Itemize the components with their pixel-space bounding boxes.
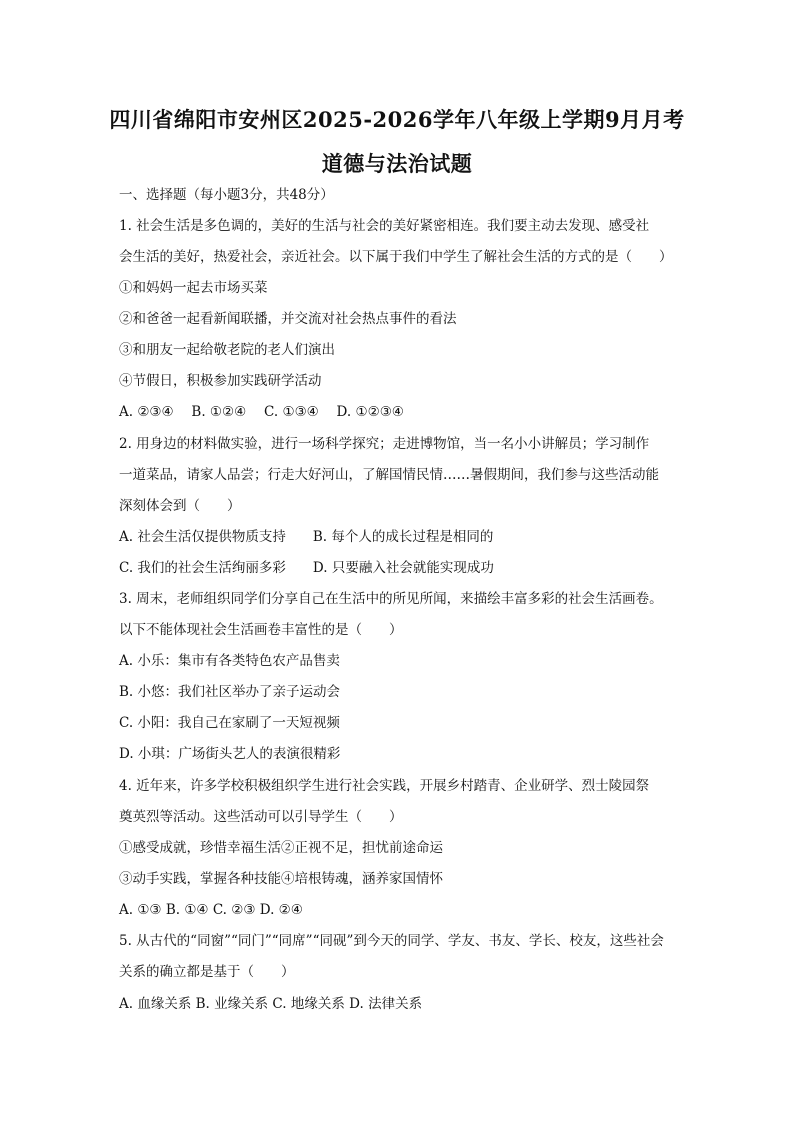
q5-stem-line1: 5. 从古代的“同窗”“同门”“同席”“同砚”到今天的同学、学友、书友、学长、校友，这些社会 — [119, 933, 664, 949]
q3-option-a: A. 小乐：集市有各类特色农产品售卖 — [119, 653, 340, 669]
q2-options-cd: C. 我们的社会生活绚丽多彩 D. 只要融入社会就能实现成功 — [119, 560, 494, 576]
q4-options: A. ①③ B. ①④ C. ②③ D. ②④ — [119, 902, 303, 918]
q1-statement-2: ②和爸爸一起看新闻联播，并交流对社会热点事件的看法 — [119, 311, 457, 327]
q3-option-d: D. 小琪：广场街头艺人的表演很精彩 — [119, 746, 341, 762]
q3-option-b: B. 小悠：我们社区举办了亲子运动会 — [119, 684, 341, 700]
q4-statements-2: ③动手实践，掌握各种技能④培根铸魂，涵养家国情怀 — [119, 871, 443, 887]
q1-stem-line1: 1. 社会生活是多色调的，美好的生活与社会的美好紧密相连。我们要主动去发现、感受社 — [119, 218, 650, 234]
q1-stem-line2: 会生活的美好，热爱社会，亲近社会。以下属于我们中学生了解社会生活的方式的是（ ） — [119, 249, 673, 265]
q3-option-c: C. 小阳：我自己在家刷了一天短视频 — [119, 715, 340, 731]
q2-stem-line2: 一道菜品，请家人品尝；行走大好河山，了解国情民情……暑假期间，我们参与这些活动能 — [119, 467, 659, 483]
q3-stem-line2: 以下不能体现社会生活画卷丰富性的是（ ） — [119, 622, 403, 638]
q4-stem-line2: 奠英烈等活动。这些活动可以引导学生（ ） — [119, 809, 403, 825]
q4-statements-1: ①感受成就，珍惜幸福生活②正视不足，担忧前途命运 — [119, 840, 443, 856]
q2-stem-line3: 深刻体会到（ ） — [119, 498, 241, 514]
exam-subject-title: 道德与法治试题 — [321, 151, 473, 176]
q3-stem-line1: 3. 周末，老师组织同学们分享自己在生活中的所见所闻，来描绘丰富多彩的社会生活画卷。 — [119, 591, 663, 607]
q5-stem-line2: 关系的确立都是基于（ ） — [119, 964, 295, 980]
q1-statement-1: ①和妈妈一起去市场买菜 — [119, 280, 268, 296]
q5-options: A. 血缘关系 B. 业缘关系 C. 地缘关系 D. 法律关系 — [119, 996, 423, 1012]
section-heading: 一、选择题（每小题3分，共48分） — [119, 187, 334, 203]
q2-options-ab: A. 社会生活仅提供物质支持 B. 每个人的成长过程是相同的 — [119, 529, 494, 545]
q1-statement-3: ③和朋友一起给敬老院的老人们演出 — [119, 342, 335, 358]
exam-title: 四川省绵阳市安州区2025-2026学年八年级上学期9月月考 — [109, 107, 685, 132]
q1-options: A. ②③④ B. ①②④ C. ①③④ D. ①②③④ — [119, 404, 404, 420]
q4-stem-line1: 4. 近年来，许多学校积极组织学生进行社会实践，开展乡村踏青、企业研学、烈士陵园祭 — [119, 778, 650, 794]
q2-stem-line1: 2. 用身边的材料做实验，进行一场科学探究；走进博物馆，当一名小小讲解员；学习制作 — [119, 436, 650, 452]
q1-statement-4: ④节假日，积极参加实践研学活动 — [119, 373, 322, 389]
